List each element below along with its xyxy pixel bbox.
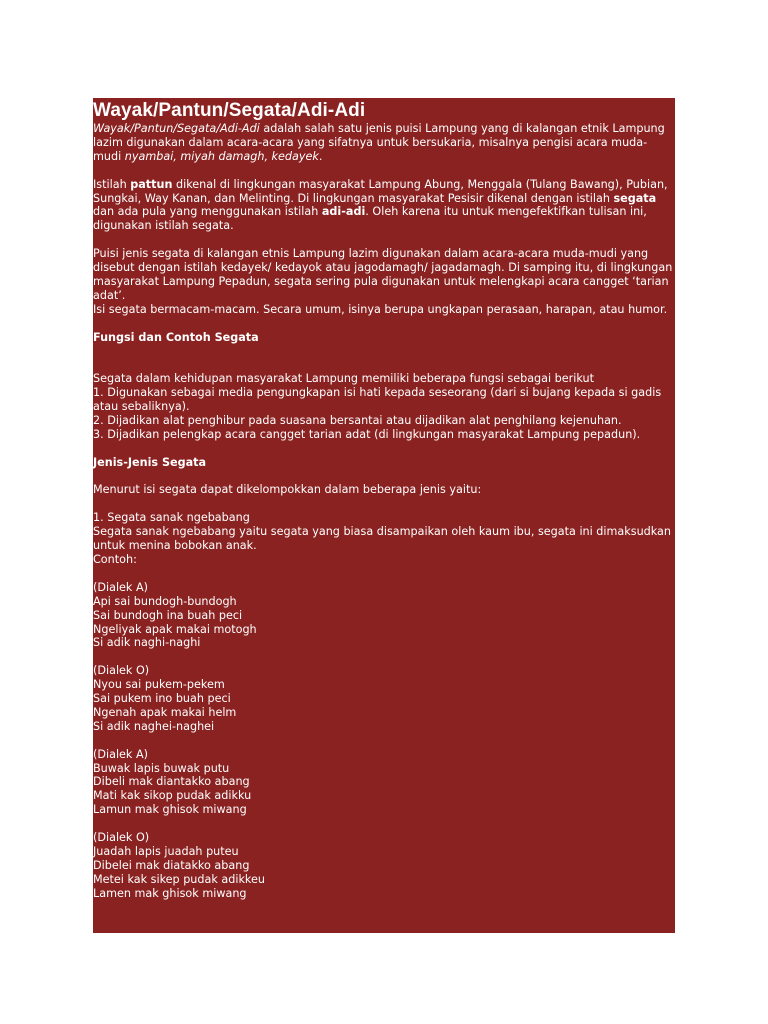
verse-block (93, 664, 675, 734)
fungsi-heading (93, 331, 675, 345)
document-page (93, 98, 675, 933)
verse-line: Sai pukem ino buah peci (93, 692, 231, 706)
verse-line: Mati kak sikop pudak adikku (93, 789, 252, 803)
verse-line: Dibelei mak diatakko abang (93, 858, 250, 872)
verse-dialect: (Dialek O) (93, 831, 150, 845)
verse-dialect: (Dialek A) (93, 580, 148, 594)
intro-end: . (318, 149, 323, 163)
intro-italic-end: nyambai, miyah damagh, kedayek (124, 149, 319, 163)
document-title: Wayak/Pantun/Segata/Adi-Adi (93, 100, 366, 121)
verse-line: Dibeli mak diantakko abang (93, 775, 250, 789)
istilah-bold-pattun: pattun (130, 177, 173, 191)
verse-line: Si adik naghei-naghei (93, 719, 215, 733)
fungsi-item: 1. Digunakan sebagai media pengungkapan isi hati kepada seseorang (dari si bujang kepada si gadis atau sebaliknya). (93, 386, 662, 414)
istilah-text-4: . Oleh karena itu untuk mengefektifkan tulisan ini, digunakan istilah segata. (93, 205, 647, 233)
verse-line: Lamun mak ghisok miwang (93, 803, 247, 817)
verse-block (93, 748, 675, 818)
verse-block (93, 581, 675, 651)
jenis-heading-text: Jenis-Jenis Segata (93, 455, 207, 469)
verse-line: Juadah lapis juadah puteu (93, 844, 239, 858)
contoh-label: Contoh: (93, 552, 137, 566)
verse-line: Api sai bundogh-bundogh (93, 594, 237, 608)
istilah-bold-segata: segata (613, 191, 657, 205)
intro-italic-term: Wayak/Pantun/Segata/Adi-Adi (93, 122, 260, 135)
verse-line: Buwak lapis buwak putu (93, 761, 230, 775)
jenis-1-description: Segata sanak ngebabang yaitu segata yang biasa disampaikan oleh kaum ibu, segata ini dimaksudkan untuk menina bobokan anak. (93, 525, 671, 553)
verse-line: Sai bundogh ina buah peci (93, 608, 243, 622)
istilah-text-3: dan ada pula yang menggunakan istilah (93, 205, 322, 219)
verse-line: Ngeliyak apak makai motogh (93, 622, 257, 636)
fungsi-item: 2. Dijadikan alat penghibur pada suasana bersantai atau dijadikan alat penghilang kejenuhan. (93, 413, 622, 427)
fungsi-heading-text: Fungsi dan Contoh Segata (93, 330, 259, 344)
istilah-text-1: Istilah (93, 177, 131, 191)
istilah-text-2: dikenal di lingkungan masyarakat Lampung Abung, Menggala (Tulang Bawang), Pubian, Sungkai, Way Kanan, dan Melinting. Di lingkungan masyarakat Pesisir dikenal dengan istilah (93, 177, 668, 205)
verse-line: Metei kak sikep pudak adikkeu (93, 872, 265, 886)
verse-line: Lamen mak ghisok miwang (93, 886, 247, 900)
istilah-bold-adi-adi: adi-adi (321, 205, 366, 219)
jenis-1-title: 1. Segata sanak ngebabang (93, 511, 250, 525)
jenis-heading (93, 456, 675, 470)
intro-paragraph (93, 122, 675, 164)
verse-line: Ngenah apak makai helm (93, 705, 237, 719)
verse-line: Si adik naghi-naghi (93, 636, 201, 650)
isi-paragraph: Isi segata bermacam-macam. Secara umum, isinya berupa ungkapan perasaan, harapan, atau humor. (93, 302, 668, 316)
fungsi-intro: Segata dalam kehidupan masyarakat Lampung memiliki beberapa fungsi sebagai berikut (93, 372, 594, 386)
verse-line: Nyou sai pukem-pekem (93, 678, 225, 692)
intro-text: adalah salah satu jenis puisi Lampung yang di kalangan etnik Lampung lazim digunakan dalam acara-acara yang sifatnya untuk bersukaria, misalnya pengisi acara muda-mudi (93, 122, 665, 163)
puisi-paragraph: Puisi jenis segata di kalangan etnis Lampung lazim digunakan dalam acara-acara muda-mudi yang disebut dengan istilah kedayek/ kedayok atau jagodamagh/ jagadamagh. Di samping itu, di lingkungan masyarakat Lampung Pepadun, segata sering pula digunakan untuk melengkapi acara cangget ‘tarian adat’. (93, 247, 673, 302)
jenis-intro: Menurut isi segata dapat dikelompokkan dalam beberapa jenis yaitu: (93, 483, 482, 497)
verse-block (93, 831, 675, 901)
istilah-paragraph (93, 178, 675, 234)
verse-dialect: (Dialek A) (93, 747, 148, 761)
verse-dialect: (Dialek O) (93, 664, 150, 678)
fungsi-item: 3. Dijadikan pelengkap acara cangget tarian adat (di lingkungan masyarakat Lampung pepadun). (93, 427, 641, 441)
